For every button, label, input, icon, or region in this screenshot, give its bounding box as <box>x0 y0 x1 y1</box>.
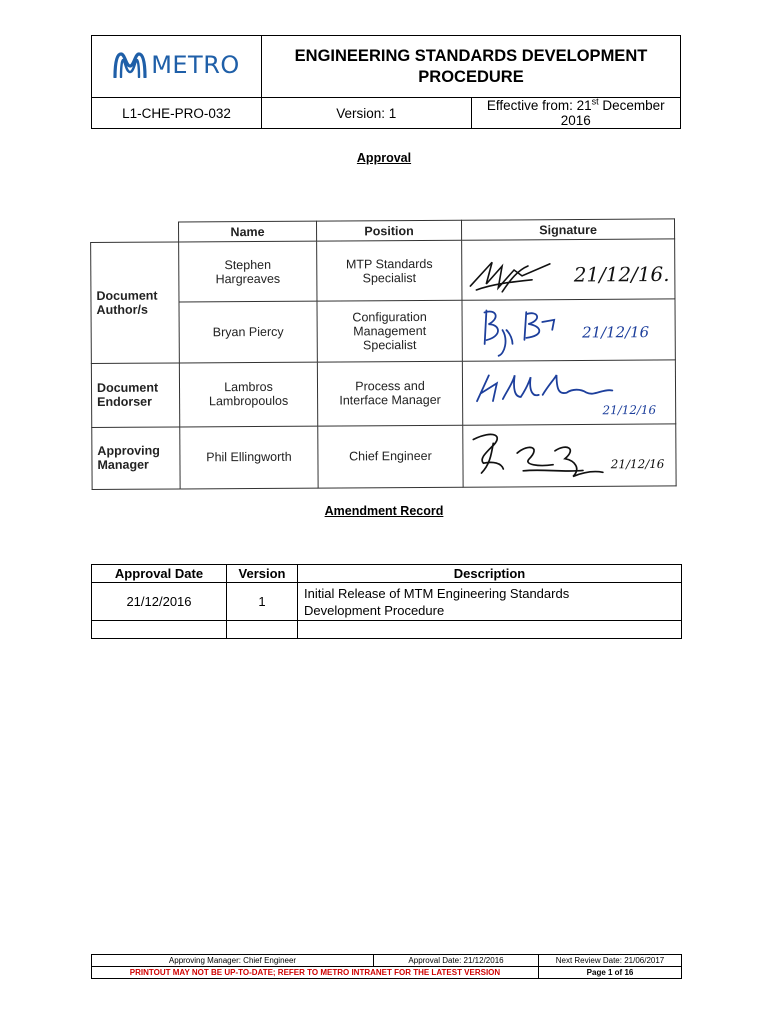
position-line: Chief Engineer <box>349 449 432 464</box>
logo-cell <box>92 36 262 98</box>
signature-date: 21/12/16 <box>610 456 665 472</box>
position-line: Configuration <box>352 309 427 325</box>
document-id: L1-CHE-PRO-032 <box>92 98 262 129</box>
position-cell <box>318 425 463 488</box>
name-cell <box>180 426 318 489</box>
role-author-line2: Author/s <box>96 302 148 317</box>
description-header: Description <box>298 565 682 583</box>
role-endorser <box>91 362 179 427</box>
role-endorser-line1: Document <box>96 380 159 396</box>
effective-date <box>471 98 681 129</box>
signature-date: 21/12/16. <box>573 263 670 287</box>
signature-header: Signature <box>461 219 674 240</box>
name-line: Lambropoulos <box>208 393 289 409</box>
title-line-2: PROCEDURE <box>418 67 524 86</box>
role-approver-line1: Approving <box>97 443 160 459</box>
effective-sup: st <box>591 96 599 107</box>
footer-warning: PRINTOUT MAY NOT BE UP-TO-DATE; REFER TO METRO INTRANET FOR THE LATEST VERSION <box>92 967 539 979</box>
handwritten-signature-piercy <box>462 300 674 361</box>
amendment-table <box>91 564 682 639</box>
position-line: MTP Standards <box>345 256 433 272</box>
name-cell <box>179 241 317 302</box>
metro-logo <box>113 51 240 79</box>
handwritten-signature-hargreaves <box>462 239 674 300</box>
name-line: Phil Ellingworth <box>206 450 292 465</box>
logo-text: METRO <box>151 50 240 79</box>
position-line: Interface Manager <box>339 392 441 408</box>
position-cell <box>317 240 462 301</box>
version-header: Version <box>227 565 298 583</box>
position-line: Process and <box>355 379 425 394</box>
name-line: Bryan Piercy <box>212 324 284 340</box>
approval-heading: Approval <box>356 151 412 165</box>
footer-review-date: Next Review Date: 21/06/2017 <box>539 955 682 967</box>
document-header <box>91 35 681 129</box>
corner-cell <box>91 222 179 243</box>
position-line: Specialist <box>362 337 417 353</box>
name-line: Hargreaves <box>215 271 281 286</box>
approval-date-cell: 21/12/2016 <box>92 583 227 621</box>
document-title <box>262 36 681 98</box>
position-cell <box>317 301 462 362</box>
signature-cell <box>462 299 675 361</box>
position-line: Management <box>353 323 427 339</box>
position-cell <box>317 361 462 426</box>
approval-table <box>90 218 676 490</box>
name-line: Stephen <box>224 257 272 272</box>
page-number: Page 1 of 16 <box>539 967 682 979</box>
page-footer <box>91 954 682 979</box>
empty-cell <box>92 621 227 639</box>
name-header: Name <box>179 221 317 242</box>
handwritten-signature-lambropoulos <box>463 360 675 425</box>
empty-cell <box>298 621 682 639</box>
document-version: Version: 1 <box>262 98 472 129</box>
description-cell <box>298 583 682 621</box>
position-line: Specialist <box>362 270 417 286</box>
role-endorser-line2: Endorser <box>97 394 153 410</box>
signature-cell <box>462 239 675 301</box>
footer-approval-date: Approval Date: 21/12/2016 <box>374 955 539 967</box>
signature-date: 21/12/16 <box>582 323 650 342</box>
amendment-heading: Amendment Record <box>324 504 444 518</box>
signature-cell <box>462 359 675 425</box>
role-approver-line2: Manager <box>97 458 149 473</box>
signature-date: 21/12/16 <box>602 402 657 417</box>
role-author-line1: Document <box>96 288 158 303</box>
description-line: Development Procedure <box>304 602 445 618</box>
footer-manager: Approving Manager: Chief Engineer <box>92 955 374 967</box>
name-cell <box>179 301 317 362</box>
position-header: Position <box>316 220 461 241</box>
metro-m-icon <box>113 52 147 78</box>
table-row <box>92 583 682 621</box>
description-line: Initial Release of MTM Engineering Standards <box>304 585 570 601</box>
signature-cell <box>463 424 676 488</box>
version-cell: 1 <box>227 583 298 621</box>
name-line: Lambros <box>224 379 273 395</box>
effective-suffix: December 2016 <box>560 98 665 128</box>
handwritten-signature-ellingworth <box>463 424 675 487</box>
name-cell <box>179 362 317 427</box>
empty-cell <box>227 621 298 639</box>
effective-prefix: Effective from: 21 <box>486 98 592 113</box>
table-row-empty <box>92 621 682 639</box>
role-approver <box>92 427 180 490</box>
approval-date-header: Approval Date <box>92 565 227 583</box>
role-author <box>91 242 180 363</box>
title-line-1: ENGINEERING STANDARDS DEVELOPMENT <box>294 46 648 65</box>
